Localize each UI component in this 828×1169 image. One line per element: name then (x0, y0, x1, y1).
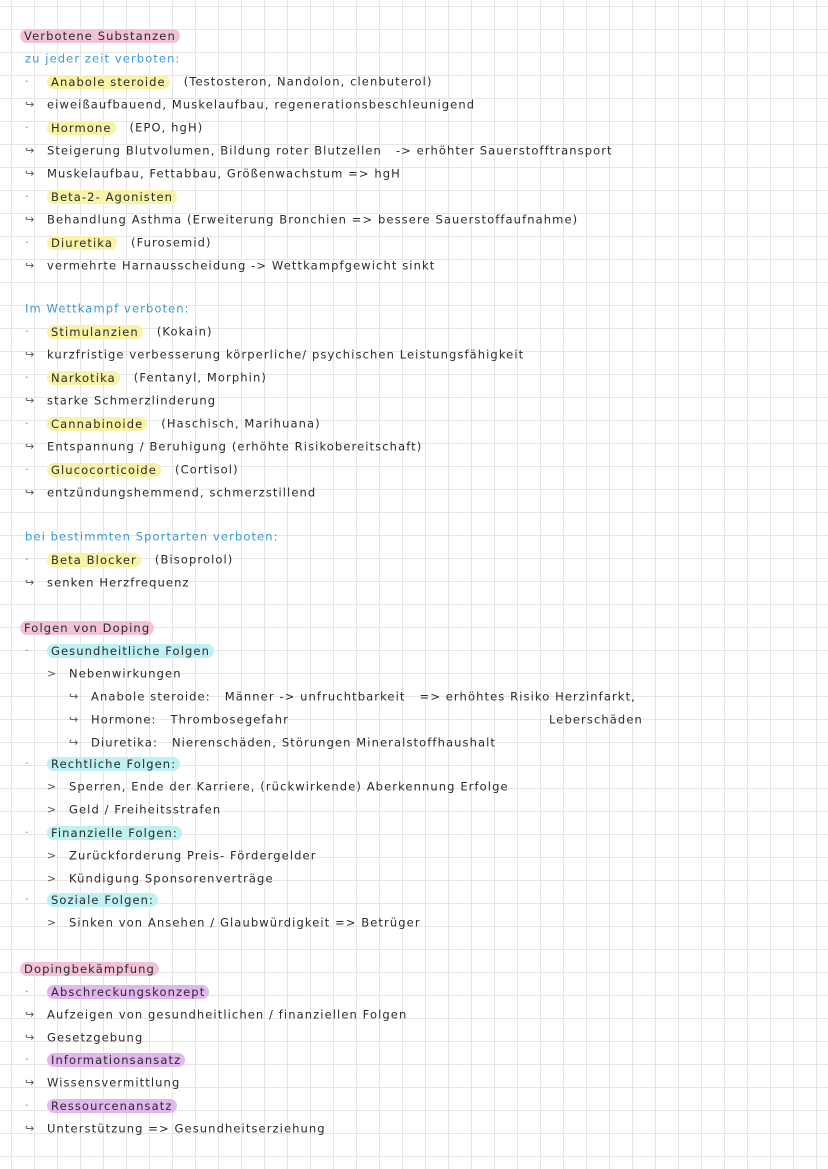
side-effect-diuretika-1: Nierenschäden, Störungen Mineralstoffhaushalt (171, 735, 497, 750)
effect-stimulanzien: kurzfristige verbesserung körperliche/ psychischen Leistungsfähigkeit (47, 347, 525, 362)
arrow-hook-icon: ↪ (25, 1075, 36, 1089)
effect-beta-2: Behandlung Asthma (Erweiterung Bronchien => bessere Sauerstoffaufnahme) (47, 212, 579, 227)
bullet-dot-icon: · (25, 984, 30, 998)
concept-information: Informationsansatz (47, 1053, 185, 1067)
side-effect-anabole-2: => erhöhtes Risiko Herzinfarkt, (419, 689, 636, 704)
bullet-dot-icon: · (25, 324, 30, 338)
arrow-hook-icon: ↪ (25, 212, 36, 226)
bullet-dot-icon: · (25, 120, 30, 134)
section-title-dopingbekaempfung: Dopingbekämpfung (20, 962, 159, 976)
bullet-dot-icon: · (25, 74, 30, 88)
term-beta-2-agonisten: Beta-2- Agonisten (47, 190, 177, 204)
chevron-right-icon: > (47, 915, 58, 929)
examples-narkotika: (Fentanyl, Morphin) (133, 370, 267, 385)
section-title-folgen: Folgen von Doping (20, 621, 154, 635)
bullet-dot-icon: · (25, 1098, 30, 1112)
subheading-always: zu jeder zeit verboten: (25, 51, 181, 66)
concept-abschreckung: Abschreckungskonzept (47, 985, 209, 999)
term-anabole-steroide: Anabole steroide (47, 75, 170, 89)
bullet-dot-icon: · (25, 643, 30, 657)
category-financial: Finanzielle Folgen: (47, 826, 182, 840)
arrow-hook-icon: ↪ (25, 1030, 36, 1044)
arrow-hook-icon: ↪ (25, 347, 36, 361)
concept-ressourcen: Ressourcenansatz (47, 1099, 177, 1113)
side-effect-hormone-label: Hormone: (91, 712, 157, 727)
arrow-hook-icon: ↪ (25, 439, 36, 453)
examples-stimulanzien: (Kokain) (156, 324, 213, 339)
effect-hormone-1a: Steigerung Blutvolumen, Bildung roter Blutzellen (47, 143, 382, 158)
effect-anabole: eiweißaufbauend, Muskelaufbau, regenerationsbeschleunigend (47, 97, 476, 112)
bullet-dot-icon: · (25, 462, 30, 476)
arrow-hook-icon: ↪ (25, 143, 36, 157)
arrow-hook-icon: ↪ (25, 166, 36, 180)
effect-diuretika: vermehrte Harnausscheidung -> Wettkampfgewicht sinkt (47, 258, 436, 273)
financial-item-1: Zurückforderung Preis- Fördergelder (69, 848, 317, 863)
category-social: Soziale Folgen: (47, 893, 158, 907)
bullet-dot-icon: · (25, 1052, 30, 1066)
chevron-right-icon: > (47, 802, 58, 816)
bullet-dot-icon: · (25, 416, 30, 430)
chevron-right-icon: > (47, 666, 58, 680)
arrow-hook-icon: ↪ (69, 689, 80, 703)
chevron-right-icon: > (47, 848, 58, 862)
bullet-dot-icon: · (25, 552, 30, 566)
category-legal: Rechtliche Folgen: (47, 757, 180, 771)
bullet-dot-icon: · (25, 825, 30, 839)
examples-cannabinoide: (Haschisch, Marihuana) (161, 416, 321, 431)
side-effect-diuretika-label: Diuretika: (91, 735, 158, 750)
side-effect-hormone-1: Thrombosegefahr (170, 712, 289, 727)
nebenwirkungen-label: Nebenwirkungen (69, 666, 182, 681)
section-title-verbotene-substanzen: Verbotene Substanzen (20, 29, 180, 43)
effect-hormone-2: Muskelaufbau, Fettabbau, Größenwachstum => hgH (47, 166, 401, 181)
legal-item-2: Geld / Freiheitsstrafen (69, 802, 222, 817)
subheading-sports: bei bestimmten Sportarten verboten: (25, 529, 279, 544)
effect-hormone-1b: -> erhöhter Sauerstofftransport (395, 143, 613, 158)
effect-cannabinoide: Entspannung / Beruhigung (erhöhte Risikobereitschaft) (47, 439, 423, 454)
category-health: Gesundheitliche Folgen (47, 644, 214, 658)
term-stimulanzien: Stimulanzien (47, 325, 143, 339)
arrow-hook-icon: ↪ (25, 1121, 36, 1135)
effect-narkotika: starke Schmerzlinderung (47, 393, 217, 408)
arrow-hook-icon: ↪ (25, 258, 36, 272)
bullet-dot-icon: · (25, 189, 30, 203)
abschreckung-item-1: Aufzeigen von gesundheitlichen / finanziellen Folgen (47, 1007, 408, 1022)
arrow-hook-icon: ↪ (25, 97, 36, 111)
side-effect-anabole-label: Anabole steroide: (91, 689, 211, 704)
social-item-1: Sinken von Ansehen / Glaubwürdigkeit => Betrüger (69, 915, 421, 930)
arrow-hook-icon: ↪ (25, 485, 36, 499)
bullet-dot-icon: · (25, 756, 30, 770)
chevron-right-icon: > (47, 871, 58, 885)
term-cannabinoide: Cannabinoide (47, 417, 147, 431)
term-glucocorticoide: Glucocorticoide (47, 463, 161, 477)
examples-anabole: (Testosteron, Nandolon, clenbuterol) (183, 74, 433, 89)
arrow-hook-icon: ↪ (69, 712, 80, 726)
term-narkotika: Narkotika (47, 371, 120, 385)
term-diuretika: Diuretika (47, 236, 117, 250)
subheading-competition: Im Wettkampf verboten: (25, 301, 190, 316)
information-item-1: Wissensvermittlung (47, 1075, 181, 1090)
arrow-hook-icon: ↪ (25, 1007, 36, 1021)
arrow-hook-icon: ↪ (25, 393, 36, 407)
financial-item-2: Kündigung Sponsorenverträge (69, 871, 274, 886)
examples-glucocorticoide: (Cortisol) (174, 462, 239, 477)
bullet-dot-icon: · (25, 235, 30, 249)
bullet-dot-icon: · (25, 892, 30, 906)
term-beta-blocker: Beta Blocker (47, 553, 141, 567)
arrow-hook-icon: ↪ (25, 575, 36, 589)
chevron-right-icon: > (47, 779, 58, 793)
side-effect-anabole-1: Männer -> unfruchtbarkeit (224, 689, 406, 704)
effect-beta-blocker: senken Herzfrequenz (47, 575, 190, 590)
arrow-hook-icon: ↪ (69, 735, 80, 749)
examples-diuretika: (Furosemid) (131, 235, 212, 250)
ressourcen-item-1: Unterstützung => Gesundheitserziehung (47, 1121, 326, 1136)
abschreckung-item-2: Gesetzgebung (47, 1030, 144, 1045)
side-effect-leber: Leberschäden (549, 712, 643, 727)
legal-item-1: Sperren, Ende der Karriere, (rückwirkende) Aberkennung Erfolge (69, 779, 509, 794)
effect-glucocorticoide: entzündungshemmend, schmerzstillend (47, 485, 317, 500)
bullet-dot-icon: · (25, 370, 30, 384)
examples-beta-blocker: (Bisoprolol) (154, 552, 234, 567)
examples-hormone: (EPO, hgH) (129, 120, 204, 135)
term-hormone: Hormone (47, 121, 116, 135)
